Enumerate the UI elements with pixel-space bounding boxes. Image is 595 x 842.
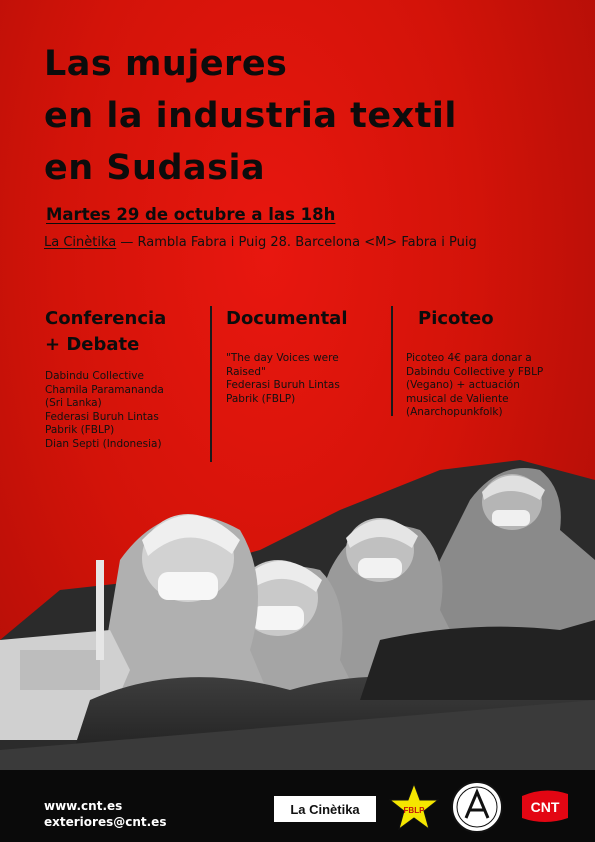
picoteo-line: (Vegano) + actuación bbox=[406, 379, 520, 392]
picoteo-line: Dabindu Collective y FBLP bbox=[406, 365, 544, 378]
title-line-1: Las mujeres bbox=[44, 44, 288, 84]
title-line-2: en la industria textil bbox=[44, 96, 457, 136]
speaker-line: Federasi Buruh Lintas bbox=[45, 410, 159, 423]
picoteo-line: musical de Valiente bbox=[406, 392, 509, 405]
section-documental bbox=[226, 306, 376, 406]
anarcho-circle-logo bbox=[450, 780, 504, 834]
speaker-line: Dabindu Collective bbox=[45, 370, 144, 382]
column-divider bbox=[210, 306, 212, 462]
cnt-logo-text: CNT bbox=[530, 799, 560, 815]
section-heading bbox=[45, 306, 197, 358]
picoteo-line: (Anarchopunkfolk) bbox=[406, 406, 503, 419]
section-heading: Documental bbox=[226, 308, 348, 329]
film-line: Raised" bbox=[226, 365, 266, 378]
website-link[interactable]: www.cnt.es bbox=[44, 799, 123, 813]
garment-workers-photo bbox=[0, 437, 595, 792]
event-date: Martes 29 de octubre a las 18h bbox=[46, 205, 336, 224]
cinetika-logo: La Cinètika bbox=[274, 796, 376, 822]
speaker-line: Chamila Paramananda bbox=[45, 383, 164, 396]
fblp-star-logo bbox=[388, 782, 440, 832]
fblp-logo-text: FBLP bbox=[403, 806, 425, 815]
picoteo-line: Picoteo 4€ para donar a bbox=[406, 352, 532, 364]
speaker-line: Dian Septi (Indonesia) bbox=[45, 437, 162, 450]
section-picoteo bbox=[406, 306, 564, 420]
film-line: Pabrik (FBLP) bbox=[226, 392, 296, 405]
cnt-logo bbox=[518, 786, 572, 826]
film-line: "The day Voices were bbox=[226, 352, 339, 364]
speaker-line: Pabrik (FBLP) bbox=[45, 424, 115, 437]
contact-links bbox=[44, 798, 166, 830]
film-line: Federasi Buruh Lintas bbox=[226, 379, 340, 392]
poster-title bbox=[44, 38, 457, 194]
heading-line-2: + Debate bbox=[45, 334, 140, 355]
section-conferencia bbox=[45, 306, 197, 452]
event-venue bbox=[44, 235, 477, 250]
venue-address: — Rambla Fabra i Puig 28. Barcelona <M> Fabra i Puig bbox=[116, 235, 477, 250]
section-heading: Picoteo bbox=[418, 308, 494, 329]
section-body bbox=[406, 352, 564, 420]
section-body bbox=[226, 352, 376, 406]
venue-name[interactable]: La Cinètika bbox=[44, 235, 117, 250]
email-link[interactable]: exteriores@cnt.es bbox=[44, 815, 167, 829]
column-divider bbox=[391, 306, 393, 416]
speaker-line: (Sri Lanka) bbox=[45, 397, 102, 410]
title-line-3: en Sudasia bbox=[44, 148, 266, 188]
heading-line-1: Conferencia bbox=[45, 308, 167, 329]
